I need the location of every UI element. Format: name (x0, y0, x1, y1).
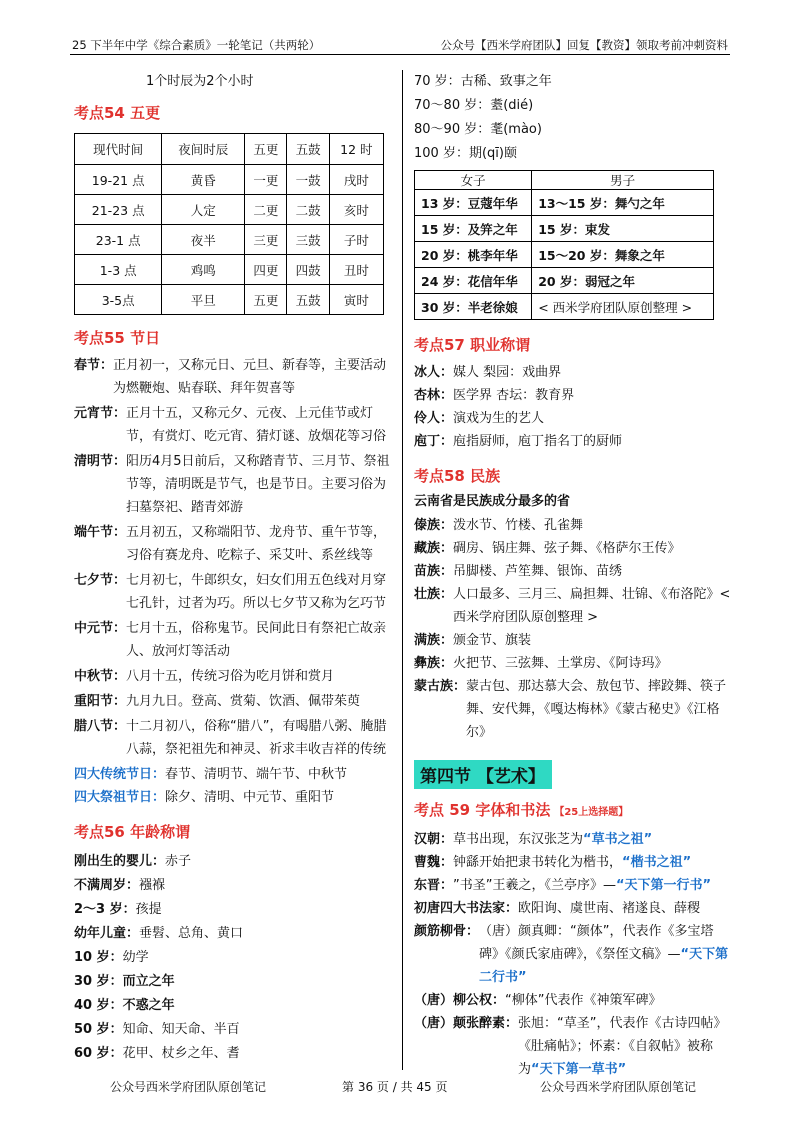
age-desc: 古稀、致事之年 (460, 74, 552, 89)
ethnic-item (414, 629, 732, 652)
calligraphy-desc (453, 828, 732, 851)
festival-desc: 正月十五，又称元夕、元夜、上元佳节或灯节，有赏灯、吃元宵、猜灯谜、放烟花等习俗 (126, 406, 387, 444)
ethnic-name: 苗族： (414, 564, 454, 579)
ethnic-desc: 泼水节、竹楼、孔雀舞 (453, 518, 584, 533)
age-desc: 而立之年 (122, 974, 175, 989)
festival-desc: 七月十五，俗称鬼节。民间此日有祭祀亡故亲人、放河灯等活动 (126, 621, 387, 659)
calligraphy-era: 东晋： (414, 878, 454, 893)
age-item (74, 898, 392, 922)
festival-name: 清明节： (74, 454, 127, 469)
table-cell: 13 岁：豆蔻年华 (415, 190, 532, 216)
festival-name: 元宵节： (74, 406, 127, 421)
table-row (75, 255, 384, 285)
table-row (415, 268, 714, 294)
festival-name: 腊八节： (74, 719, 127, 734)
job-title-list (414, 361, 732, 453)
job-desc: 医学界 杏坛：教育界 (453, 388, 575, 403)
festival-name: 春节： (74, 358, 114, 373)
table-row (415, 216, 714, 242)
table-cell: 15～20 岁：舞象之年 (532, 242, 714, 268)
table-cell: 五鼓 (287, 285, 329, 315)
age-label: 不满周岁： (74, 878, 140, 893)
calligraphy-list (414, 828, 732, 897)
age-item (74, 994, 392, 1018)
age-desc: 知命、知天命、半百 (122, 1022, 240, 1037)
table-row (75, 225, 384, 255)
festival-list (74, 354, 392, 761)
table-cell: 二更 (245, 195, 287, 225)
festival-name: 七夕节： (74, 573, 127, 588)
calligraphy-desc (453, 874, 732, 897)
age-item (74, 1042, 392, 1066)
right-column (414, 70, 732, 1081)
festival-desc: 阳历4月5日前后，又称踏青节、三月节、祭祖节等，清明既是节气，也是节日。主要习俗为扫墓祭祀、踏青郊游 (126, 454, 390, 515)
job-label: 庖丁： (414, 434, 454, 449)
table-cell: < 西米学府团队原创整理 > (532, 294, 714, 320)
festival-item (74, 569, 392, 615)
gender-age-table (414, 170, 714, 320)
festival-item (74, 450, 392, 519)
age-label: 60 岁： (74, 1046, 123, 1061)
ethnic-desc: 吊脚楼、芦笙舞、银饰、苗绣 (453, 564, 623, 579)
job-desc: 演戏为生的艺人 (453, 411, 545, 426)
k56-heading: 考点56 年龄称谓 (74, 823, 191, 841)
table-cell: 人定 (162, 195, 245, 225)
table-cell: 23-1 点 (75, 225, 162, 255)
festival-desc: 十二月初八，俗称“腊八”，有喝腊八粥、腌腊八蒜，祭祀祖先和神灵、祈求丰收吉祥的传统 (126, 719, 387, 757)
festival-desc: 八月十五，传统习俗为吃月饼和赏月 (126, 669, 335, 684)
table-cell: 寅时 (329, 285, 383, 315)
calligraphy-text: 钟繇开始把隶书转化为楷书， (453, 855, 623, 870)
yan-liu: 颜筋柳骨： （唐）颜真卿：“颜体”，代表作《多宝塔碑》《颜氏家庙碑》，《祭侄文稿》—“天下第二行书” (414, 924, 729, 985)
ethnic-list (414, 514, 732, 744)
table-cell: 20 岁：桃李年华 (415, 242, 532, 268)
festival-desc: 正月初一，又称元日、元旦、新春等，主要活动为燃鞭炮、贴春联、拜年贺喜等 (113, 358, 387, 396)
age-item (414, 118, 732, 142)
table-cell: 戌时 (329, 165, 383, 195)
age-item (414, 142, 732, 166)
job-item (414, 407, 732, 430)
age-label: 40 岁： (74, 998, 123, 1013)
table-cell: 一更 (245, 165, 287, 195)
table-cell: 二鼓 (287, 195, 329, 225)
table-cell: 13～15 岁：舞勺之年 (532, 190, 714, 216)
festival-name: 中元节： (74, 621, 127, 636)
festival-item (74, 521, 392, 567)
header-rule (70, 54, 730, 55)
table-header-cell: 五鼓 (287, 134, 329, 165)
ethnic-desc: 火把节、三弦舞、土掌房、《阿诗玛》 (453, 656, 668, 671)
ethnic-name: 壮族： (414, 587, 454, 602)
age-desc: 垂髫、总角、黄口 (139, 926, 244, 941)
k55-heading: 考点55 节日 (74, 329, 161, 347)
table-cell: 15 岁：束发 (532, 216, 714, 242)
age-label: 70～80 岁： (414, 98, 491, 113)
job-desc: 庖指厨师，庖丁指名丁的厨师 (453, 434, 623, 449)
table-cell: 三鼓 (287, 225, 329, 255)
table-header-cell: 男子 (532, 171, 714, 190)
job-label: 伶人： (414, 411, 454, 426)
age-item (74, 946, 392, 970)
calligraphy-item (414, 828, 732, 851)
calligraphy-highlight: “楷书之祖” (622, 855, 692, 870)
age-label: 2～3 岁： (74, 902, 136, 917)
job-desc: 媒人 梨园：戏曲界 (453, 365, 562, 380)
age-item (74, 922, 392, 946)
ethnic-desc: 人口最多、三月三、扁担舞、壮锦、《布洛陀》< 西米学府团队原创整理 > (453, 587, 731, 625)
table-cell: 夜半 (162, 225, 245, 255)
table-cell: 20 岁：弱冠之年 (532, 268, 714, 294)
table-cell: 黄昏 (162, 165, 245, 195)
calligraphy-era: 汉朝： (414, 832, 454, 847)
ethnic-desc: 颁金节、旗装 (453, 633, 532, 648)
age-desc: 花甲、杖乡之年、耆 (122, 1046, 240, 1061)
age-desc: 耋(dié) (490, 98, 534, 113)
age-desc: 耄(mào) (490, 122, 542, 137)
age-item (414, 70, 732, 94)
calligraphy-item (414, 874, 732, 897)
age-label: 70 岁： (414, 74, 461, 89)
ethnic-desc: 碉房、锅庄舞、弦子舞、《格萨尔王传》 (453, 541, 681, 556)
table-cell: 21-23 点 (75, 195, 162, 225)
table-cell: 1-3 点 (75, 255, 162, 285)
yunnan-note: 云南省是民族成分最多的省 (414, 494, 571, 509)
table-cell: 丑时 (329, 255, 383, 285)
ethnic-desc: 蒙古包、那达慕大会、敖包节、摔跤舞、筷子舞、安代舞，《嘎达梅林》《蒙古秘史》《江格尔》 (466, 679, 727, 740)
age-item (74, 850, 392, 874)
ethnic-item (414, 514, 732, 537)
page-number: 第 36 页 / 共 45 页 (342, 1080, 448, 1094)
calligraphy-text: ”书圣”王羲之，《兰亭序》— (453, 878, 616, 893)
table-row (415, 294, 714, 320)
job-item (414, 430, 732, 453)
festival-item (74, 665, 392, 688)
table-header-cell: 现代时间 (75, 134, 162, 165)
table-header-row (75, 134, 384, 165)
table-header-cell: 女子 (415, 171, 532, 190)
table-row (75, 195, 384, 225)
age-item (414, 94, 732, 118)
intro-text: 1个时辰为2个小时 (146, 74, 254, 89)
ethnic-item (414, 583, 732, 629)
calligraphy-highlight: “草书之祖” (583, 832, 653, 847)
table-header-cell: 12 时 (329, 134, 383, 165)
festival-item (74, 402, 392, 448)
ethnic-name: 傣族： (414, 518, 454, 533)
ethnic-item (414, 560, 732, 583)
age-label: 50 岁： (74, 1022, 123, 1037)
festival-name: 重阳节： (74, 694, 127, 709)
table-cell: 四鼓 (287, 255, 329, 285)
age-desc: 期(qī)颐 (468, 146, 517, 161)
job-label: 杏林： (414, 388, 454, 403)
calligraphy-highlight: “天下第一行书” (616, 878, 712, 893)
header-right: 公众号【西米学府团队】回复【教资】领取考前冲刺资料 (440, 38, 728, 52)
age-title-list (74, 850, 392, 1066)
job-item (414, 361, 732, 384)
table-row (415, 190, 714, 216)
age-title-list-cont (414, 70, 732, 166)
calligraphy-text: 草书出现，东汉张芝为 (453, 832, 584, 847)
table-cell: 30 岁：半老徐娘 (415, 294, 532, 320)
festival-name: 端午节： (74, 525, 127, 540)
festival-item (74, 617, 392, 663)
k57-heading: 考点57 职业称谓 (414, 336, 531, 354)
footer-right: 公众号西米学府团队原创笔记 (540, 1080, 697, 1094)
footer-left: 公众号西米学府团队原创笔记 (110, 1080, 267, 1094)
ethnic-item (414, 537, 732, 560)
ethnic-name: 彝族： (414, 656, 454, 671)
table-header-cell: 夜间时辰 (162, 134, 245, 165)
age-label: 30 岁： (74, 974, 123, 989)
table-cell: 平旦 (162, 285, 245, 315)
ethnic-item (414, 652, 732, 675)
festival-desc: 七月初七，牛郎织女，妇女们用五色线对月穿七孔针，过者为巧。所以七夕节又称为乞巧节 (126, 573, 387, 611)
column-divider (402, 70, 403, 1070)
job-label: 冰人： (414, 365, 454, 380)
calligraphy-era: 曹魏： (414, 855, 454, 870)
table-cell: 子时 (329, 225, 383, 255)
ethnic-name: 满族： (414, 633, 454, 648)
age-label: 100 岁： (414, 146, 469, 161)
job-item (414, 384, 732, 407)
age-item (74, 874, 392, 898)
festival-desc: 九月九日。登高、赏菊、饮酒、佩带茱萸 (126, 694, 361, 709)
festival-item (74, 354, 392, 400)
dian-zhang-zui-su: （唐）颠张醉素： 张旭：“草圣”，代表作《古诗四帖》《肚痛帖》；怀素：《自叙帖》被称为“天下第一草书” (414, 1016, 727, 1077)
five-watches-table (74, 133, 384, 315)
table-row (415, 242, 714, 268)
table-cell: 四更 (245, 255, 287, 285)
table-cell: 19-21 点 (75, 165, 162, 195)
table-cell: 鸡鸣 (162, 255, 245, 285)
four-traditional-festivals: 四大传统节日： 春节、清明节、端午节、中秋节 (74, 767, 348, 782)
ethnic-item (414, 675, 732, 744)
ethnic-name: 藏族： (414, 541, 454, 556)
four-ancestor-festivals: 四大祭祖节日： 除夕、清明、中元节、重阳节 (74, 790, 335, 805)
left-column (74, 70, 392, 1066)
table-cell: 亥时 (329, 195, 383, 225)
age-label: 10 岁： (74, 950, 123, 965)
page-header (0, 33, 800, 53)
calligraphy-desc (453, 851, 732, 874)
table-header-row (415, 171, 714, 190)
four-calligraphers: 初唐四大书法家： 欧阳询、虞世南、褚遂良、薛稷 (414, 901, 701, 916)
age-item (74, 1018, 392, 1042)
calligraphy-item (414, 851, 732, 874)
age-desc: 襁褓 (139, 878, 166, 893)
festival-name: 中秋节： (74, 669, 127, 684)
age-label: 80～90 岁： (414, 122, 491, 137)
table-cell: 15 岁：及笄之年 (415, 216, 532, 242)
age-desc: 幼学 (122, 950, 149, 965)
table-cell: 3-5点 (75, 285, 162, 315)
table-row (75, 165, 384, 195)
table-cell: 一鼓 (287, 165, 329, 195)
table-header-cell: 五更 (245, 134, 287, 165)
age-item (74, 970, 392, 994)
table-row (75, 285, 384, 315)
age-desc: 孩提 (135, 902, 162, 917)
table-cell: 三更 (245, 225, 287, 255)
k58-heading: 考点58 民族 (414, 467, 501, 485)
age-desc: 赤子 (165, 854, 192, 869)
age-label: 刚出生的婴儿： (74, 854, 166, 869)
festival-item (74, 715, 392, 761)
ethnic-name: 蒙古族： (414, 679, 467, 694)
festival-desc: 五月初五，又称端阳节、龙舟节、重午节等，习俗有赛龙舟、吃粽子、采艾叶、系丝线等 (126, 525, 387, 563)
header-left: 25 下半年中学《综合素质》一轮笔记（共两轮） (72, 38, 321, 52)
festival-item (74, 690, 392, 713)
liu-gongquan: （唐）柳公权： “柳体”代表作《神策军碑》 (414, 993, 662, 1008)
k59-heading: 考点 59 字体和书法 【25上选择题】 (414, 801, 629, 819)
age-desc: 不惑之年 (122, 998, 175, 1013)
section-title: 第四节 【艺术】 (414, 760, 732, 789)
k54-heading: 考点54 五更 (74, 104, 161, 122)
table-cell: 五更 (245, 285, 287, 315)
table-cell: 24 岁：花信年华 (415, 268, 532, 294)
age-label: 幼年儿童： (74, 926, 140, 941)
